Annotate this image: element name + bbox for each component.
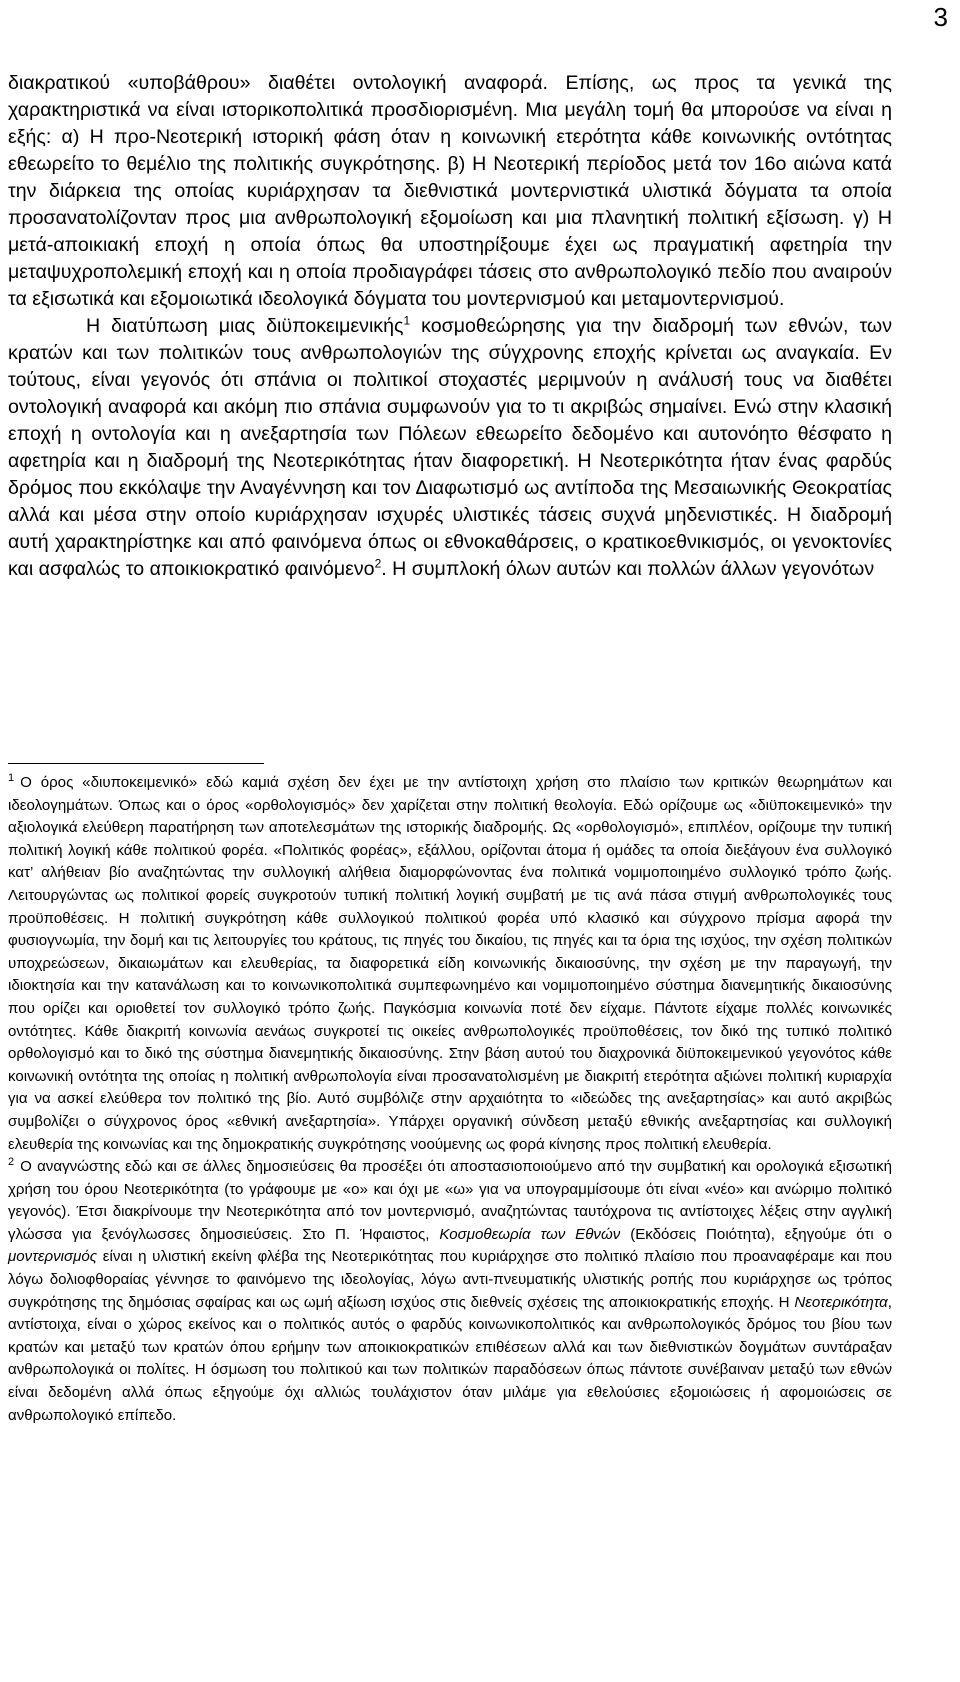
paragraph-1: διακρατικού «υποβάθρου» διαθέτει οντολογική αναφορά. Επίσης, ως προς τα γενικά της χαρακτηριστικά να είναι ιστορικοπολιτικά προσδιορισμένη. Μια μεγάλη τομή θα μπορούσε να είναι η εξής: α) Η προ-Νεοτερική ιστορική φάση όταν η κοινωνική ετερότητα κάθε κοινωνικής οντότητας εθεωρείτο το θεμέλιο της πολιτικής συγκρότησης. β) Η Νεοτερική περίοδος μετά τον 16ο αιώνα κατά την διάρκεια της οποίας κυριάρχησαν τα διεθνιστικά μοντερνιστικά υλιστικά δόγματα τα οποία προσανατολίζονταν προς μια ανθρωπολογική εξομοίωση και μια πλανητική πολιτική εξίσωση. γ) Η μετά-αποικιακή εποχή η οποία όπως θα υποστηρίξουμε έχει ως πραγματική αφετηρία την μεταψυχροπολεμική εποχή και η οποία προδιαγράφει τάσεις στο ανθρωπολογικό πεδίο που αναιρούν τα εξισωτικά και εξομοιωτικά ιδεολογικά δόγματα του μοντερνισμού και μεταμοντερνισμού. [8, 72, 892, 310]
footnote-2-book-title: Κοσμοθεωρία των Εθνών [439, 1225, 621, 1243]
footnote-ref-1[interactable]: 1 [403, 313, 411, 328]
footnote-2-text-a: Ο αναγνώστης εδώ και σε άλλες δημοσιεύσεις θα προσέξει ότι αποστασιοποιούμενο από την συμβατική και ορολογικά εξισωτική χρήση του όρου Νεοτερικότητα (το γράφουμε με «ο» και όχι με «ω» για να υπογραμμίσουμε ότι είναι «νέο» και ανώριμο πολιτικό γεγονός). Έτσι διακρίνουμε την Νεοτερικότητα από τον μοντερνισμό, αναζητώντας ταυτόχρονα τις αντίστοιχες λέξεις στην αγγλική γλώσσα για ξενόγλωσσες δημοσιεύσεις. Στο Π. Ήφαιστος, [8, 1158, 892, 1243]
footnote-1 [8, 772, 892, 1156]
paragraph-2 [8, 313, 892, 583]
paragraph-2-text-b: κοσμοθεώρησης για την διαδρομή των εθνών, των κρατών και των πολιτικών τους ανθρωπολογιών της σύγχρονης εποχής κρίνεται ως αναγκαία. Εν τούτους, είναι γεγονός ότι σπάνια οι πολιτικοί στοχαστές μεριμνούν η ανάλυσή τους να διαθέτει οντολογική αναφορά και ακόμη πιο σπάνια συμφωνούν για το τι ακριβώς σημαίνει. Ενώ στην κλασική εποχή η οντολογία και η ανεξαρτησία των Πόλεων εθεωρείτο δεδομένο και αυτονόητο θέσφατο η αφετηρία και η διαδρομή της Νεοτερικότητας ήταν διαφορετική. Η Νεοτερικότητα ήταν ένας φαρδύς δρόμος που εκκόλαψε την Αναγέννηση και τον Διαφωτισμό ως αντίποδα της Μεσαιωνικής Θεοκρατίας αλλά και μέσα στην οποίο κυριάρχησαν ισχυρές υλιστικές τάσεις συχνά μηδενιστικές. Η διαδρομή αυτή χαρακτηρίστηκε και από φαινόμενα όπως οι εθνοκαθάρσεις, ο κρατικοεθνικισμός, οι γενοκτονίες και ασφαλώς το αποικιοκρατικό φαινόμενο [8, 315, 892, 580]
main-text [8, 70, 892, 583]
footnote-2 [8, 1156, 892, 1427]
footnote-2-term-modernity: Νεοτερικότητα [794, 1293, 888, 1311]
footnote-ref-2[interactable]: 2 [374, 556, 382, 571]
footnote-2-term-modernism: μοντερνισμός [8, 1248, 98, 1266]
footnote-2-text-d: , αντίστοιχα, είναι ο χώρος εκείνος και ο πολιτικός αυτός ο φαρδύς κοινωνικοπολιτικός και ανθρωπολογικός δρόμος του βίου των κρατών και μεταξύ των κρατών όπου ερήμην των αποικιοκρατικών επιθέσεων αλλά και των διεθνιστικών δογμάτων συντάραξαν ανθρωπολογικά οι πολίτες. Η όσμωση του πολιτικού και των πολιτικών παραδόσεων όπως πάντοτε συνέβαιναν μεταξύ των εθνών είναι δεδομένη αλλά όπως εξηγούμε όχι αλλιώς τουλάχιστον όταν μιλάμε για εθελούσιες εξομοιώσεις ή αφομοιώσεις σε ανθρωπολογικό επίπεδο. [8, 1293, 892, 1424]
footnotes [8, 772, 892, 1427]
footnote-1-mark: 1 [8, 771, 15, 784]
footnote-1-text: Ο όρος «διυποκειμενικό» εδώ καμιά σχέση δεν έχει με την αντίστοιχη χρήση στο πλαίσιο των κριτικών θεωρημάτων και ιδεολογημάτων. Όπως και ο όρος «ορθολογισμός» δεν χαρίζεται στην πολιτική θεολογία. Εδώ ορίζουμε ως «διϋποκειμενικό» την αξιολογικά ελεύθερη παρατήρηση των αποτελεσμάτων της ιστορικής διαδρομής. Ως «ορθολογισμό», επιπλέον, ορίζουμε την τυπική πολιτική λογική κάθε πολιτικού φορέα. «Πολιτικός φορέας», εξάλλου, ορίζονται άτομα ή ομάδες τα οποία διεξάγουν ένα συλλογικό κατ’ αλήθειαν βίο αναζητώντας την συλλογική αλήθεια διαμορφώνοντας ένα πολιτικά νομιμοποιημένο συλλογικό τρόπο ζωής. Λειτουργώντας ως πολιτικοί φορείς συγκροτούν τυπική πολιτική λογική συμβατή με τις ανά πάσα στιγμή ανθρωπολογικές τους προϋποθέσεις. Η πολιτική συγκρότηση κάθε συλλογικού πολιτικού φορέα υπό κλασικό και σύγχρονο πρίσμα αφορά την φυσιογνωμία, την δομή και τις λειτουργίες του κράτους, τις πηγές του δικαίου, τις πηγές και τα όρια της ισχύος, την σχέση πολιτικών υποχρεώσεων, δικαιωμάτων και ελευθερίας, τα διαφορετικά είδη κοινωνικής δικαιοσύνης, την σχέση με την παραγωγή, την ιδιοκτησία και την κατανάλωση και το κοινωνικοπολιτικά συμπεφωνημένο και νομιμοποιημένο σύστημα διανεμητικής δικαιοσύνης που ορίζει και οριοθετεί τον συλλογικό τρόπο ζωής. Παγκόσμια κοινωνία ποτέ δεν είχαμε. Πάντοτε είχαμε πολλές κοινωνικές οντότητες. Κάθε διακριτή κοινωνία αενάως συγκροτεί τις οικείες ανθρωπολογικές προϋποθέσεις, τον δικό της τυπικό πολιτικό ορθολογισμό και το δικό της σύστημα διανεμητικής δικαιοσύνης. Στην βάση αυτού του διαχρονικά διϋποκειμενικού γεγονότος κάθε κοινωνική οντότητα της οποίας η πολιτική ανθρωπολογία είναι προσανατολισμένη με διακριτή ετερότητα αξιώνει πολιτική κυριαρχία για να ασκεί ελεύθερα τον πολιτικό της βίο. Αυτό συμβόλιζε στην αρχαιότητα το «ιδεώδες της ανεξαρτησίας» και αυτό ακριβώς συμβολίζει ο σύγχρονος όρος «εθνική ανεξαρτησία». Υπάρχει οργανική σύνδεση μεταξύ εθνικής ανεξαρτησίας και συλλογική ελευθερία της κοινωνίας και της δημοκρατικής συγκρότησης νοούμενης ως φορά κίνησης προς πολιτική ελευθερία. [8, 774, 892, 1153]
paragraph-2-text-c: . Η συμπλοκή όλων αυτών και πολλών άλλων γεγονότων [381, 558, 875, 580]
footnote-separator [8, 763, 264, 764]
page-number: 3 [933, 2, 948, 32]
paragraph-2-text-a: Η διατύπωση μιας διϋποκειμενικής [86, 315, 404, 337]
footnote-2-text-c: είναι η υλιστική εκείνη φλέβα της Νεοτερικότητας που κυριάρχησε στο πολιτικό πλαίσιο που προαναφέραμε και που λόγω δολιοφθοραίας γέννησε το φαινόμενο της ιδεολογίας, λόγω αντι-πνευματικής υλιστικής ροπής που κυριάρχησε ως τρόπος συγκρότησης της δημόσιας σφαίρας και ως ωμή αξίωση ισχύος στις διεθνείς σχέσεις της αποικιοκρατικής εποχής. Η [8, 1248, 892, 1311]
footnote-2-mark: 2 [8, 1156, 15, 1169]
footnote-2-text-b: (Εκδόσεις Ποιότητα), εξηγούμε ότι ο [620, 1225, 893, 1243]
